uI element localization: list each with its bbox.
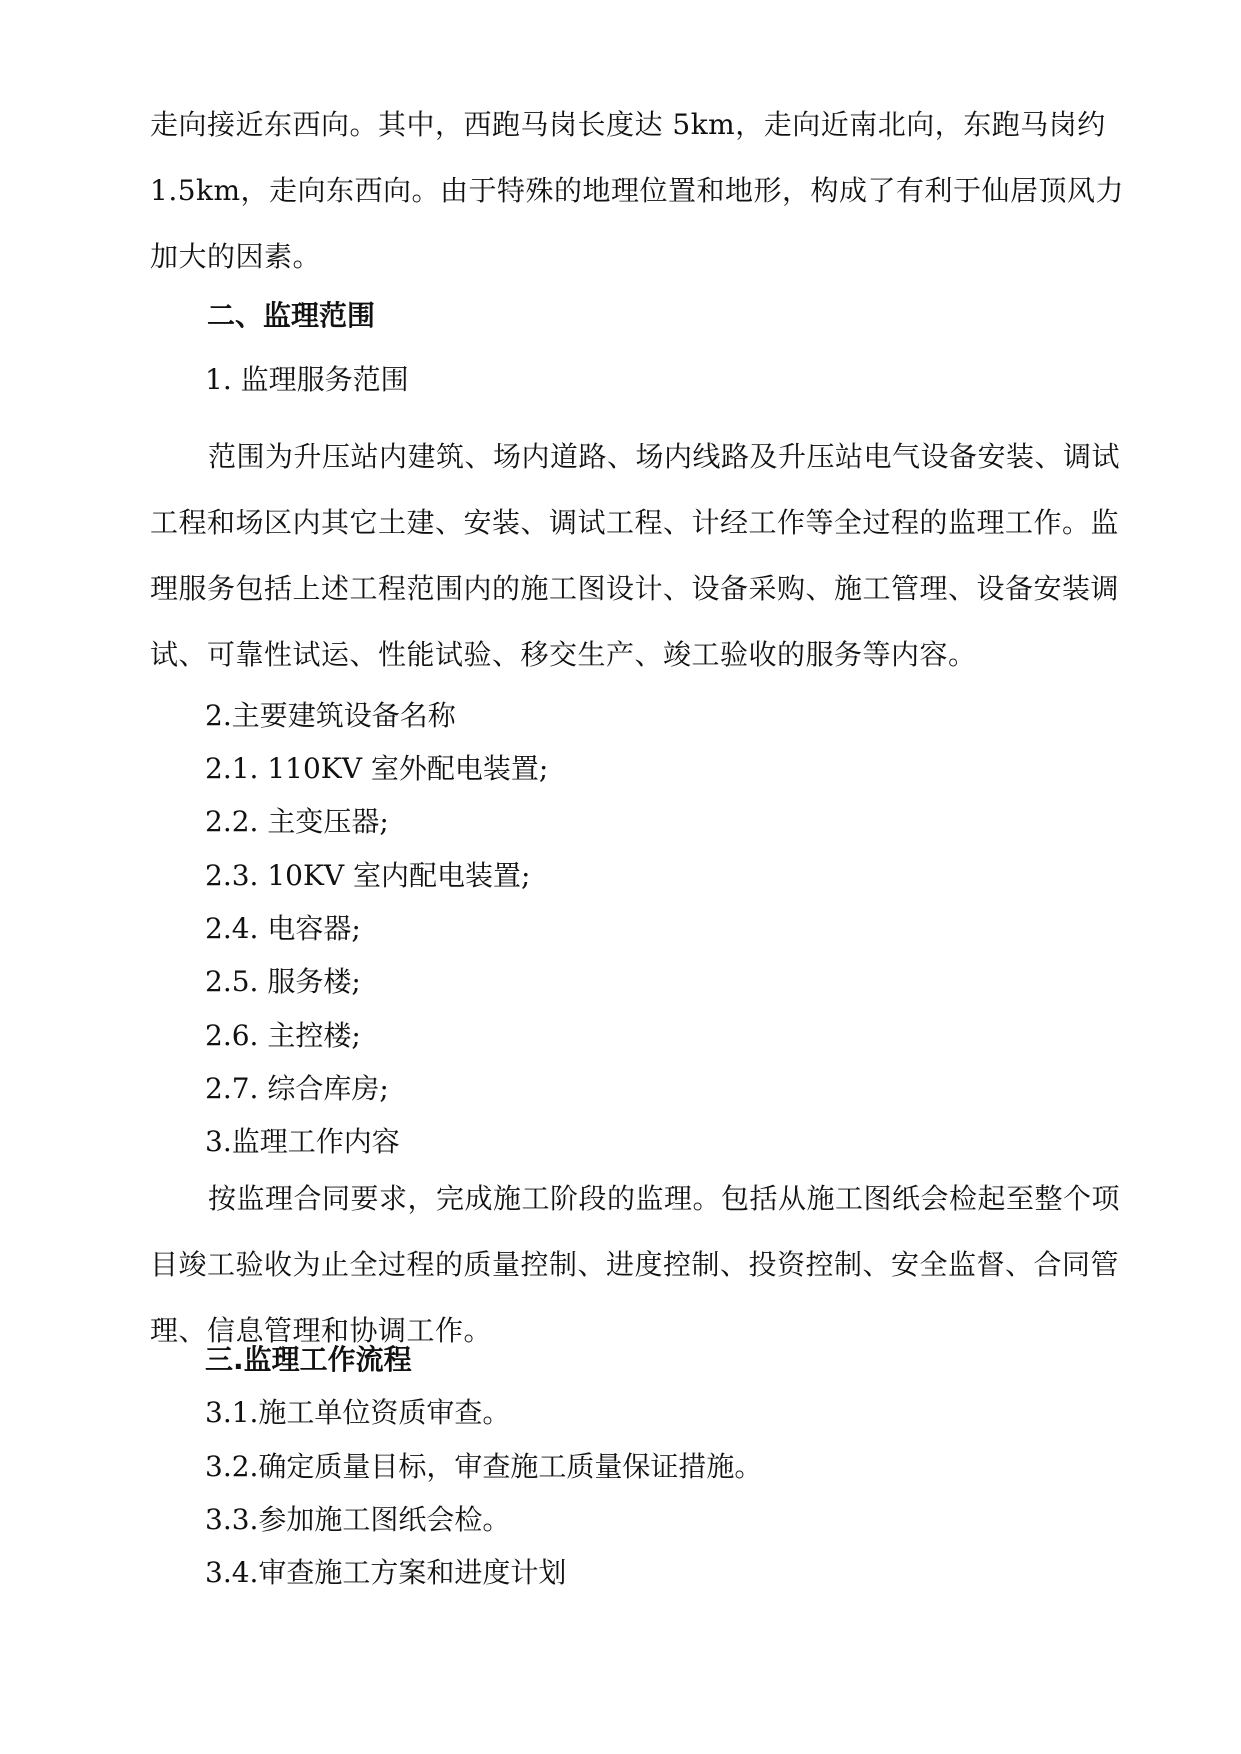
equipment-item: 2.3. 10KV 室内配电装置; [205, 859, 531, 892]
scope-paragraph: 范围为升压站内建筑、场内道路、场内线路及升压站电气设备安装、调试工程和场区内其它土建、安装、调试工程、计经工作等全过程的监理工作。监理服务包括上述工程范围内的施工图设计、设备采购、施工管理、设备安装调试、可靠性试运、性能试验、移交生产、竣工验收的服务等内容。 [150, 440, 1121, 671]
workflow-step: 3.1.施工单位资质审查。 [205, 1396, 511, 1429]
equipment-item: 2.2. 主变压器; [205, 805, 389, 838]
workflow-step: 3.4.审查施工方案和进度计划 [205, 1556, 567, 1589]
section-heading-scope: 二、监理范围 [207, 299, 376, 332]
section-heading-workflow: 三.监理工作流程 [205, 1343, 412, 1376]
workflow-step: 3.3.参加施工图纸会检。 [205, 1503, 511, 1536]
subheading-service-scope: 1. 监理服务范围 [205, 363, 409, 396]
subheading-work-content: 3.监理工作内容 [205, 1125, 400, 1158]
equipment-item: 2.5. 服务楼; [205, 965, 361, 998]
equipment-item: 2.7. 综合库房; [205, 1072, 389, 1105]
equipment-item: 2.6. 主控楼; [205, 1019, 361, 1052]
intro-paragraph: 走向接近东西向。其中，西跑马岗长度达 5km，走向近南北向，东跑马岗约 1.5km，走向东西向。由于特殊的地理位置和地形，构成了有利于仙居顶风力加大的因素。 [150, 108, 1125, 273]
equipment-item: 2.4. 电容器; [205, 912, 361, 945]
workflow-step: 3.2.确定质量目标，审查施工质量保证措施。 [205, 1450, 763, 1483]
equipment-item: 2.1. 110KV 室外配电装置; [205, 752, 549, 785]
work-content-paragraph: 按监理合同要求，完成施工阶段的监理。包括从施工图纸会检起至整个项目竣工验收为止全过程的质量控制、进度控制、投资控制、安全监督、合同管理、信息管理和协调工作。 [150, 1182, 1121, 1347]
subheading-equipment: 2.主要建筑设备名称 [205, 699, 456, 732]
